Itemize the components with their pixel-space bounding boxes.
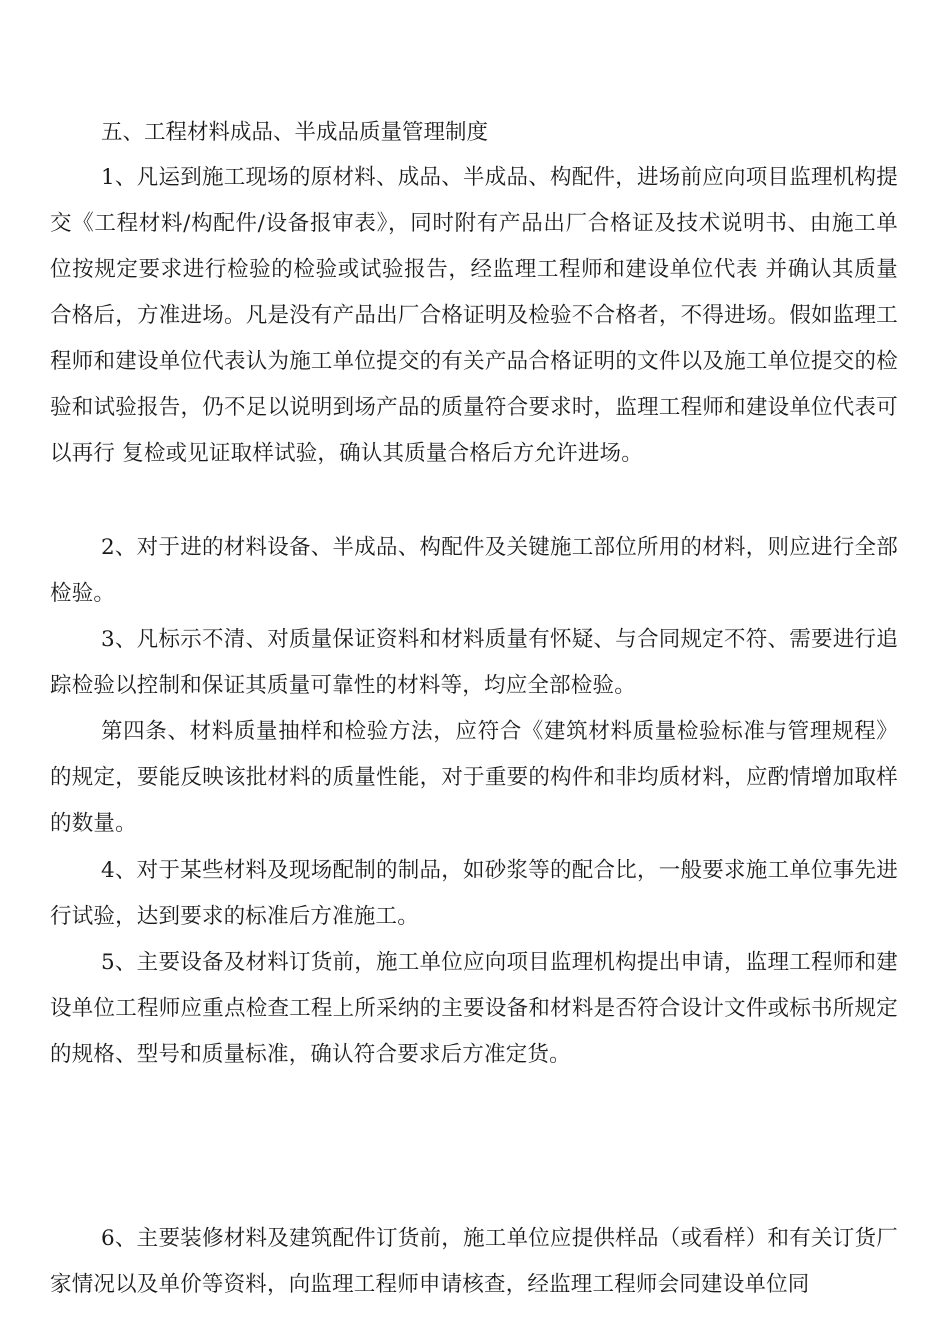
paragraph-3: 3、凡标示不清、对质量保证资料和材料质量有怀疑、与合同规定不符、需要进行追踪检验以控制和保证其质量可靠性的材料等，均应全部检验。 <box>50 627 898 698</box>
paragraph-1: 1、凡运到施工现场的原材料、成品、半成品、构配件，进场前应向项目监理机构提交《工程材料/构配件/设备报审表》，同时附有产品出厂合格证及技术说明书、由施工单位按规定要求进行检验的检验或试验报告，经监理工程师和建设单位代表 并确认其质量合格后，方准进场。凡是没有产品出厂合格证明及检验不合格者，不得进场。假如监理工程师和建设单位代表认为施工单位提交的有关产品合格证明的文件以及施工单位提交的检验和试验报告，仍不足以说明到场产品的质量符合要求时，监理工程师和建设单位代表可以再行 复检或见证取样试验，确认其质量合格后方允许进场。 <box>50 165 898 466</box>
section-heading: 五、工程材料成品、半成品质量管理制度 <box>101 120 489 145</box>
paragraph-article-4: 第四条、材料质量抽样和检验方法，应符合《建筑材料质量检验标准与管理规程》的规定，要能反映该批材料的质量性能，对于重要的构件和非均质材料，应酌情增加取样的数量。 <box>50 719 898 836</box>
paragraph-5: 5、主要设备及材料订货前，施工单位应向项目监理机构提出申请，监理工程师和建设单位工程师应重点检查工程上所采纳的主要设备和材料是否符合设计文件或标书所规定的规格、型号和质量标准，确认符合要求后方准定货。 <box>50 950 898 1067</box>
paragraph-2: 2、对于进的材料设备、半成品、构配件及关键施工部位所用的材料，则应进行全部检验。 <box>50 535 898 606</box>
paragraph-6: 6、主要装修材料及建筑配件订货前，施工单位应提供样品（或看样）和有关订货厂家情况以及单价等资料，向监理工程师申请核查，经监理工程师会同建设单位同 <box>50 1226 898 1297</box>
paragraph-4: 4、对于某些材料及现场配制的制品，如砂浆等的配合比，一般要求施工单位事先进行试验，达到要求的标准后方准施工。 <box>50 858 898 929</box>
